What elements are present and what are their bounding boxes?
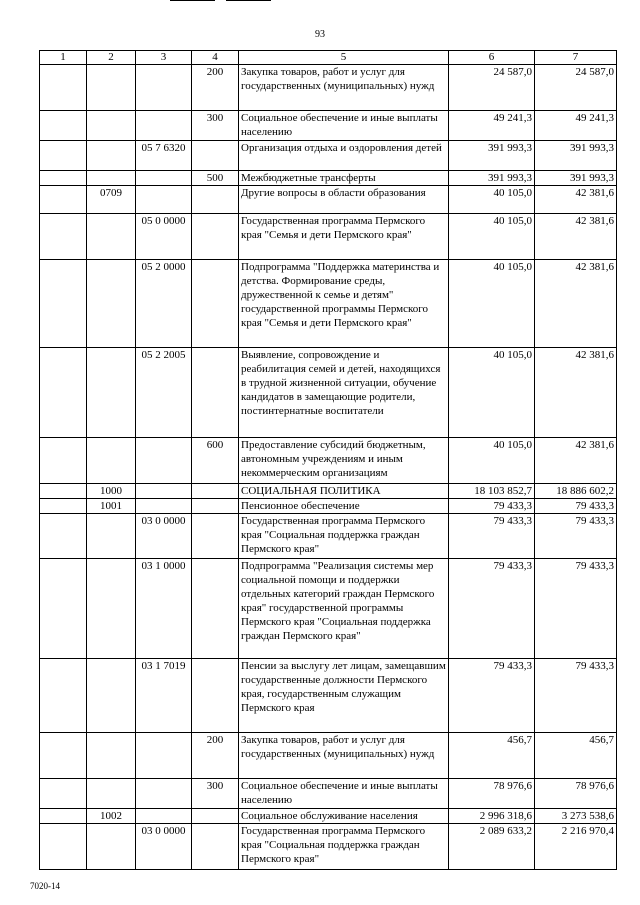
expense-type-cell: 500 [192,171,239,186]
header-cell: 7 [535,51,617,65]
subsection-cell: 1000 [87,484,136,499]
table-row [40,733,617,779]
subsection-cell [87,214,136,260]
amount-year2-cell: 2 216 970,4 [535,824,617,870]
section-cell [40,659,87,733]
target-code-cell [136,65,192,111]
section-cell [40,499,87,514]
amount-year1-cell: 79 433,3 [449,559,535,659]
table-row [40,484,617,499]
expense-type-cell: 200 [192,733,239,779]
expense-type-cell [192,809,239,824]
name-cell: Межбюджетные трансферты [239,171,449,186]
amount-year1-cell: 40 105,0 [449,214,535,260]
table-row [40,809,617,824]
expense-type-cell [192,559,239,659]
target-code-cell: 03 1 0000 [136,559,192,659]
expense-type-cell: 200 [192,65,239,111]
table-row [40,514,617,559]
target-code-cell: 03 0 0000 [136,514,192,559]
subsection-cell [87,779,136,809]
name-cell: Закупка товаров, работ и услуг для государственных (муниципальных) нужд [239,733,449,779]
amount-year1-cell: 40 105,0 [449,438,535,484]
table-row [40,186,617,214]
subsection-cell [87,559,136,659]
subsection-cell [87,141,136,171]
target-code-cell [136,186,192,214]
expense-type-cell [192,260,239,348]
table-row [40,779,617,809]
name-cell: Подпрограмма "Реализация системы мер социальной помощи и поддержки отдельных категорий граждан Пермского края" государственной программы Пермского края "Социальная поддержка граждан Пермского края" [239,559,449,659]
section-cell [40,733,87,779]
header-cell: 4 [192,51,239,65]
section-cell [40,141,87,171]
header-row [40,51,617,65]
amount-year2-cell: 79 433,3 [535,559,617,659]
amount-year1-cell: 18 103 852,7 [449,484,535,499]
amount-year1-cell: 2 089 633,2 [449,824,535,870]
table-row [40,65,617,111]
amount-year1-cell: 79 433,3 [449,659,535,733]
target-code-cell [136,809,192,824]
subsection-cell [87,65,136,111]
subsection-cell [87,111,136,141]
target-code-cell: 05 7 6320 [136,141,192,171]
header-cell: 2 [87,51,136,65]
target-code-cell: 05 0 0000 [136,214,192,260]
table-row [40,659,617,733]
table-row [40,171,617,186]
expense-type-cell: 300 [192,779,239,809]
name-cell: Социальное обслуживание населения [239,809,449,824]
expense-type-cell [192,186,239,214]
table-row [40,214,617,260]
amount-year1-cell: 24 587,0 [449,65,535,111]
amount-year2-cell: 42 381,6 [535,438,617,484]
amount-year2-cell: 24 587,0 [535,65,617,111]
subsection-cell [87,348,136,438]
top-rule-left [170,0,215,1]
amount-year2-cell: 42 381,6 [535,186,617,214]
expense-type-cell [192,659,239,733]
header-cell: 5 [239,51,449,65]
table-row [40,111,617,141]
header-cell: 1 [40,51,87,65]
subsection-cell [87,733,136,779]
target-code-cell: 03 0 0000 [136,824,192,870]
expense-type-cell: 600 [192,438,239,484]
expense-type-cell [192,484,239,499]
amount-year1-cell: 2 996 318,6 [449,809,535,824]
budget-table [39,50,617,870]
subsection-cell: 1002 [87,809,136,824]
section-cell [40,438,87,484]
subsection-cell [87,438,136,484]
amount-year2-cell: 42 381,6 [535,348,617,438]
table-row [40,824,617,870]
table-row [40,438,617,484]
section-cell [40,260,87,348]
amount-year2-cell: 79 433,3 [535,514,617,559]
amount-year2-cell: 78 976,6 [535,779,617,809]
section-cell [40,484,87,499]
section-cell [40,65,87,111]
amount-year1-cell: 40 105,0 [449,348,535,438]
target-code-cell: 03 1 7019 [136,659,192,733]
amount-year1-cell: 391 993,3 [449,171,535,186]
name-cell: Подпрограмма "Поддержка материнства и детства. Формирование среды, дружественной к семье и детям" государственной программы Пермского края "Семья и дети Пермского края" [239,260,449,348]
name-cell: Пенсии за выслугу лет лицам, замещавшим государственные должности Пермского края, государственным служащим Пермского края [239,659,449,733]
section-cell [40,348,87,438]
section-cell [40,514,87,559]
top-rule-right [226,0,271,1]
target-code-cell [136,779,192,809]
subsection-cell: 0709 [87,186,136,214]
amount-year2-cell: 49 241,3 [535,111,617,141]
name-cell: Предоставление субсидий бюджетным, автономным учреждениям и иным некоммерческим организациям [239,438,449,484]
name-cell: Закупка товаров, работ и услуг для государственных (муниципальных) нужд [239,65,449,111]
amount-year1-cell: 78 976,6 [449,779,535,809]
expense-type-cell [192,514,239,559]
amount-year2-cell: 42 381,6 [535,214,617,260]
target-code-cell [136,438,192,484]
subsection-cell [87,659,136,733]
name-cell: Организация отдыха и оздоровления детей [239,141,449,171]
amount-year1-cell: 456,7 [449,733,535,779]
amount-year2-cell: 391 993,3 [535,171,617,186]
subsection-cell [87,514,136,559]
amount-year1-cell: 391 993,3 [449,141,535,171]
section-cell [40,779,87,809]
header-cell: 3 [136,51,192,65]
expense-type-cell [192,348,239,438]
amount-year1-cell: 79 433,3 [449,514,535,559]
amount-year2-cell: 42 381,6 [535,260,617,348]
amount-year2-cell: 391 993,3 [535,141,617,171]
name-cell: Другие вопросы в области образования [239,186,449,214]
amount-year1-cell: 49 241,3 [449,111,535,141]
target-code-cell [136,733,192,779]
table-row [40,348,617,438]
expense-type-cell [192,824,239,870]
name-cell: Государственная программа Пермского края "Семья и дети Пермского края" [239,214,449,260]
amount-year1-cell: 40 105,0 [449,260,535,348]
section-cell [40,809,87,824]
amount-year2-cell: 79 433,3 [535,499,617,514]
name-cell: СОЦИАЛЬНАЯ ПОЛИТИКА [239,484,449,499]
amount-year2-cell: 79 433,3 [535,659,617,733]
amount-year1-cell: 79 433,3 [449,499,535,514]
table-row [40,260,617,348]
expense-type-cell [192,141,239,171]
page-number: 93 [315,29,325,40]
section-cell [40,171,87,186]
name-cell: Социальное обеспечение и иные выплаты населению [239,111,449,141]
amount-year1-cell: 40 105,0 [449,186,535,214]
table-row [40,141,617,171]
table-row [40,499,617,514]
expense-type-cell [192,499,239,514]
subsection-cell: 1001 [87,499,136,514]
section-cell [40,111,87,141]
section-cell [40,214,87,260]
target-code-cell: 05 2 0000 [136,260,192,348]
target-code-cell: 05 2 2005 [136,348,192,438]
expense-type-cell: 300 [192,111,239,141]
name-cell: Государственная программа Пермского края "Социальная поддержка граждан Пермского края" [239,824,449,870]
subsection-cell [87,824,136,870]
name-cell: Пенсионное обеспечение [239,499,449,514]
section-cell [40,186,87,214]
section-cell [40,824,87,870]
expense-type-cell [192,214,239,260]
subsection-cell [87,260,136,348]
name-cell: Выявление, сопровождение и реабилитация семей и детей, находящихся в трудной жизненной ситуации, обучение кандидатов в замещающие родители, постинтернатные воспитатели [239,348,449,438]
subsection-cell [87,171,136,186]
section-cell [40,559,87,659]
name-cell: Социальное обеспечение и иные выплаты населению [239,779,449,809]
name-cell: Государственная программа Пермского края "Социальная поддержка граждан Пермского края" [239,514,449,559]
header-cell: 6 [449,51,535,65]
table-row [40,559,617,659]
target-code-cell [136,111,192,141]
footer-code: 7020-14 [30,881,60,891]
amount-year2-cell: 456,7 [535,733,617,779]
target-code-cell [136,499,192,514]
amount-year2-cell: 3 273 538,6 [535,809,617,824]
amount-year2-cell: 18 886 602,2 [535,484,617,499]
target-code-cell [136,171,192,186]
target-code-cell [136,484,192,499]
